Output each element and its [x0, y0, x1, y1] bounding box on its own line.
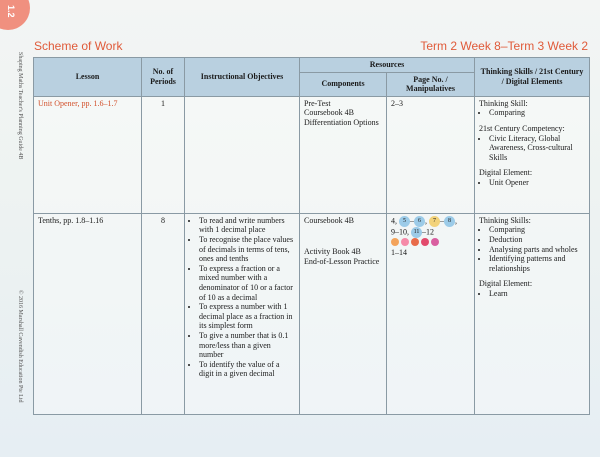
- term-range: Term 2 Week 8–Term 3 Week 2: [420, 39, 588, 53]
- header-resources: Resources: [300, 58, 475, 73]
- periods-value: 1: [142, 96, 185, 213]
- skill-item: • Civic Literacy, Global Awareness, Cross-cultural Skills: [489, 134, 585, 163]
- header-skills: Thinking Skills / 21st Century / Digital Elements: [475, 58, 590, 97]
- page-chip: 6: [414, 216, 425, 227]
- copyright: © 2016 Marshall Cavendish Education Pte Ltd: [17, 290, 23, 403]
- page-chip: 5: [399, 216, 410, 227]
- skills-title: Digital Element:: [479, 279, 533, 289]
- skills-cell: [475, 213, 590, 414]
- lesson-name: Tenths, pp. 1.8–1.16: [34, 213, 142, 414]
- objective-item: • To give a number that is 0.1 more/less than a given number: [199, 331, 295, 360]
- skill-item: • Identifying patterns and relationships: [489, 254, 585, 273]
- header-lesson: Lesson: [34, 58, 142, 97]
- component-item: Activity Book 4B: [304, 247, 361, 257]
- section-title: Scheme of Work: [34, 39, 123, 53]
- skills-title: Digital Element:: [479, 168, 533, 178]
- skill-item: • Deduction: [489, 235, 585, 245]
- page-no-value: 2–3: [387, 96, 475, 213]
- component-item: Pre-Test: [304, 98, 331, 108]
- page-no-value: 1–14: [391, 248, 407, 258]
- periods-value: 8: [142, 213, 185, 414]
- skill-item: • Learn: [489, 289, 585, 299]
- table-row: [34, 213, 590, 414]
- skill-item: • Unit Opener: [489, 178, 585, 188]
- component-item: End-of-Lesson Practice: [304, 256, 380, 266]
- page-chip: 7: [429, 216, 440, 227]
- page-no-line: 4, 5 – 6 , 7 – 8 ,: [391, 216, 457, 226]
- page-chip: 11: [411, 227, 422, 238]
- skill-item: • Comparing: [489, 108, 585, 118]
- component-item: Coursebook 4B: [304, 108, 354, 118]
- objective-item: • To identify the value of a digit in a given decimal: [199, 360, 295, 379]
- components-cell: [300, 213, 387, 414]
- objective-item: • To express a fraction or a mixed number with a denominator of 10 or a factor of 10 as a decimal: [199, 264, 295, 302]
- side-title: Shaping Maths Teacher's Planning Guide 4B: [17, 52, 23, 160]
- table-row: [34, 96, 590, 213]
- skill-item: • Comparing: [489, 225, 585, 235]
- page-chip: 8: [444, 216, 455, 227]
- objectives-cell: [185, 213, 300, 414]
- objective-item: • To recognise the place values of decimals in terms of tens, ones and tenths: [199, 235, 295, 264]
- header-periods: No. of Periods: [142, 58, 185, 97]
- skills-title: 21st Century Competency:: [479, 123, 565, 133]
- skills-title: Thinking Skills:: [479, 215, 531, 225]
- objectives-cell: [185, 96, 300, 213]
- objective-item: • To read and write numbers with 1 decimal place: [199, 216, 295, 235]
- skill-item: • Analysing parts and wholes: [489, 245, 585, 255]
- page-number: 1.2: [6, 5, 16, 18]
- lesson-name: Unit Opener, pp. 1.6–1.7: [38, 98, 118, 108]
- component-item: Coursebook 4B: [304, 215, 354, 225]
- skills-cell: [475, 96, 590, 213]
- objective-item: • To express a number with 1 decimal place as a fraction in its simplest form: [199, 302, 295, 331]
- page-no-cell: [387, 213, 475, 414]
- manipulative-icons: [391, 238, 470, 249]
- components-cell: [300, 96, 387, 213]
- skills-title: Thinking Skill:: [479, 98, 528, 108]
- page-no-line: 9–10, 11 –12: [391, 227, 434, 237]
- scheme-table: [33, 57, 590, 415]
- header-components: Components: [300, 72, 387, 96]
- component-item: Differentiation Options: [304, 117, 379, 127]
- header-page-no: Page No. / Manipulatives: [387, 72, 475, 96]
- header-objectives: Instructional Objectives: [185, 58, 300, 97]
